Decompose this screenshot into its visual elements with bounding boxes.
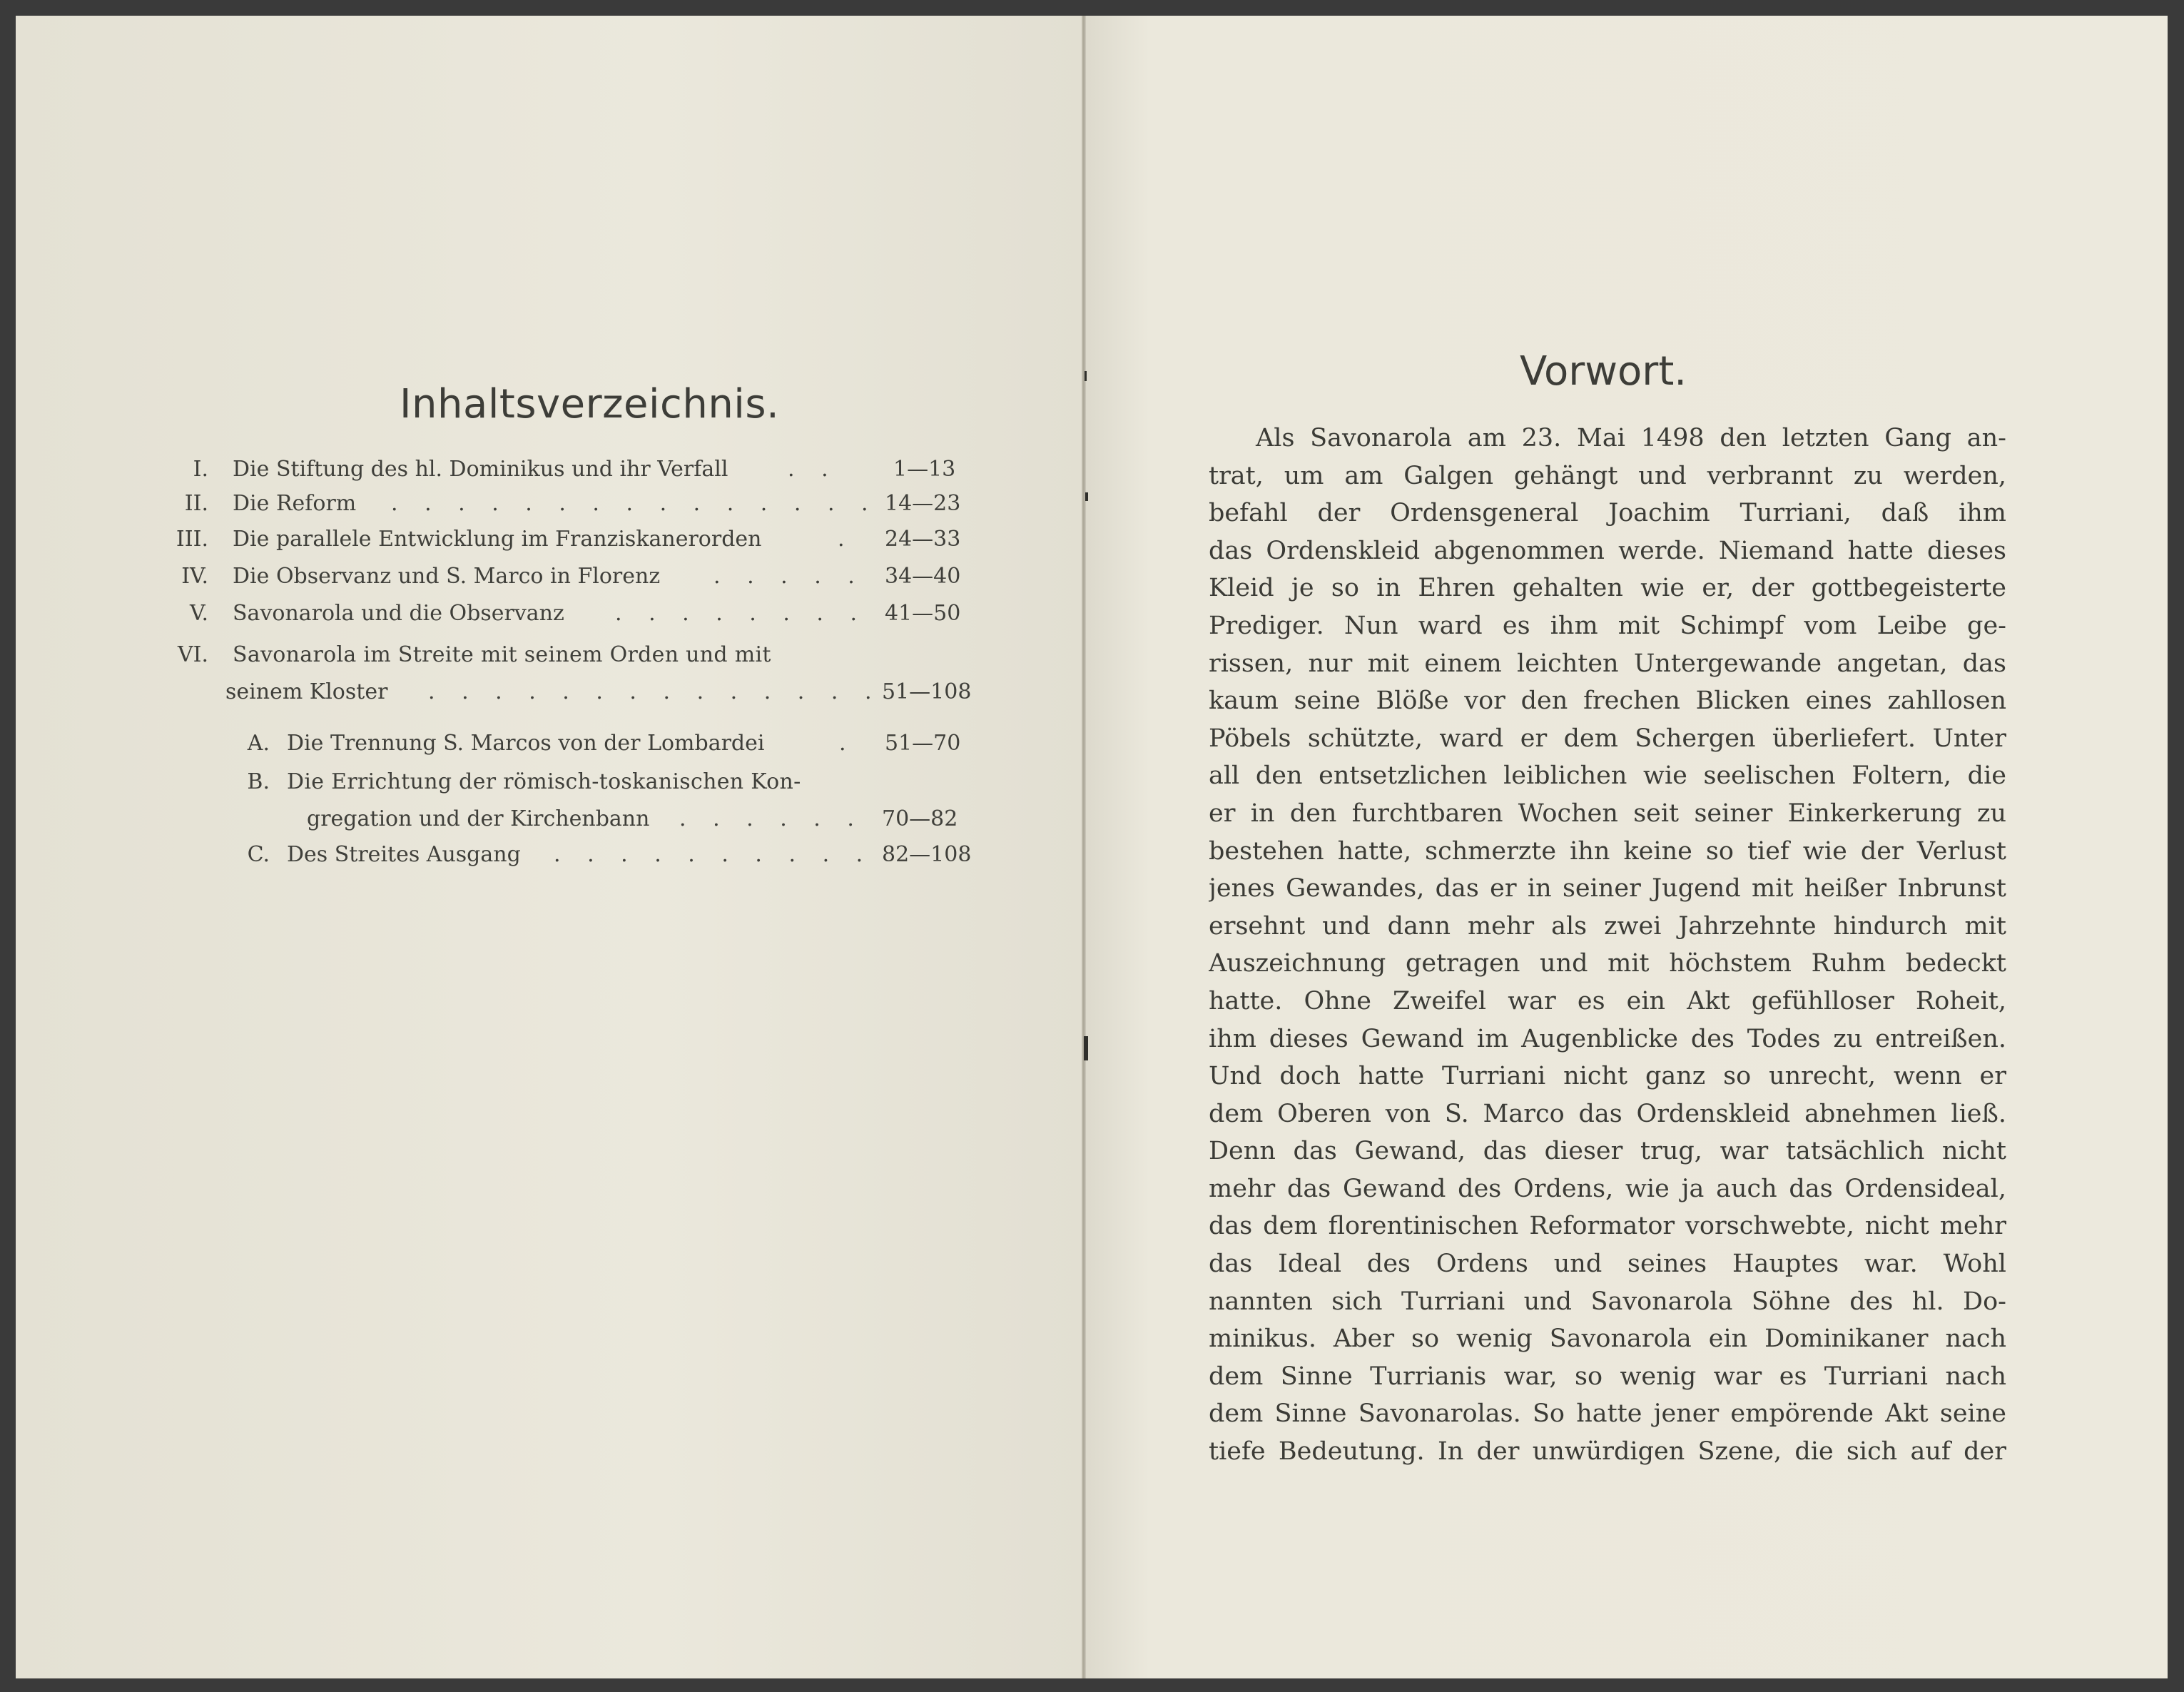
toc-entry-number: C. <box>247 842 270 867</box>
toc-entry-label: Die Stiftung des hl. Dominikus und ihr Verfall <box>233 457 728 482</box>
toc-entry-dots: . <box>839 731 856 756</box>
text-line: trat, um am Galgen gehängt und verbrannt zu werden, <box>1209 461 2006 490</box>
text-line: dem Oberen von S. Marco das Ordenskleid abnehmen ließ. <box>1209 1099 2006 1128</box>
toc-entry-label: seinem Kloster <box>225 679 388 704</box>
text-line: ersehnt und dann mehr als zwei Jahrzehnte hindurch mit <box>1209 911 2006 941</box>
toc-entry-label: Des Streites Ausgang <box>287 842 521 867</box>
toc-entry-number: III. <box>176 527 208 552</box>
toc-title: Inhaltsverzeichnis. <box>400 381 780 427</box>
toc-entry-pages: 24—33 <box>885 527 961 552</box>
toc-entry-label: Die Reform <box>233 491 357 516</box>
toc-entry-pages: 51—70 <box>885 731 961 756</box>
text-line: das Ideal des Ordens und seines Hauptes war. Wohl <box>1209 1250 2006 1279</box>
preface-title: Vorwort. <box>1520 348 1687 395</box>
toc-entry-pages: 70—82 <box>882 806 958 831</box>
text-line: jenes Gewandes, das er in seiner Jugend mit heißer Inbrunst <box>1209 874 2006 903</box>
text-line: Denn das Gewand, das dieser trug, war tatsächlich nicht <box>1209 1137 2006 1166</box>
toc-entry-number: IV. <box>181 564 208 589</box>
toc-entry-number: I. <box>193 457 208 482</box>
text-line: er in den furchtbaren Wochen seit seiner Einkerkerung zu <box>1209 799 2006 828</box>
text-line: all den entsetzlichen leiblichen wie seelischen Foltern, die <box>1209 761 2006 791</box>
toc-entry-number: V. <box>190 601 208 626</box>
book-gutter <box>1082 16 1086 1678</box>
text-line: Auszeichnung getragen und mit höchstem Ruhm bedeckt <box>1209 949 2006 978</box>
toc-entry-label: Die Trennung S. Marcos von der Lombardei <box>287 731 765 756</box>
toc-entry-pages: 14—23 <box>885 491 961 516</box>
toc-entry-number: B. <box>247 769 270 794</box>
text-line: dem Sinne Savonarolas. So hatte jener empörende Akt seine <box>1209 1399 2006 1429</box>
toc-entry-label: Savonarola und die Observanz <box>233 601 564 626</box>
toc-entry-pages: 82—108 <box>882 842 972 867</box>
toc-entry-number: VI. <box>177 642 208 667</box>
toc-entry-pages: 51—108 <box>882 679 972 704</box>
text-line: Pöbels schützte, ward er dem Schergen überliefert. Unter <box>1209 724 2006 753</box>
text-line: tiefe Bedeutung. In der unwürdigen Szene, die sich auf der <box>1209 1437 2006 1466</box>
toc-entry-dots: . . . . . . . . . . . . . . . <box>391 491 878 516</box>
text-line: bestehen hatte, schmerzte ihn keine so tief wie der Verlust <box>1209 836 2006 866</box>
text-line: Als Savonarola am 23. Mai 1498 den letzten Gang an- <box>1256 424 2006 452</box>
text-line: kaum seine Blöße vor den frechen Blicken eines zahllosen <box>1209 687 2006 716</box>
binding-mark <box>1085 492 1088 501</box>
text-line: das Ordenskleid abgenommen werde. Niemand hatte dieses <box>1209 536 2006 565</box>
toc-entry-dots: . . . . . . . . . . . . . . <box>428 679 882 704</box>
text-line: mehr das Gewand des Ordens, wie ja auch das Ordensideal, <box>1209 1174 2006 1203</box>
toc-entry-number: II. <box>184 491 208 516</box>
text-line: das dem florentinischen Reformator vorschwebte, nicht mehr <box>1209 1212 2006 1241</box>
toc-entry-dots: . . <box>788 457 838 482</box>
toc-entry-label: Die Observanz und S. Marco in Florenz <box>233 564 661 589</box>
text-line: Kleid je so in Ehren gehalten wie er, der gottbegeisterte <box>1209 574 2006 603</box>
toc-entry-label: Savonarola im Streite mit seinem Orden und mit <box>233 642 771 667</box>
toc-entry-dots: . . . . . . <box>679 806 864 831</box>
toc-entry-pages: 41—50 <box>885 601 961 626</box>
toc-entry-dots: . . . . . . . . <box>615 601 868 626</box>
toc-entry-label: Die parallele Entwicklung im Franziskanerorden <box>233 527 762 552</box>
text-line: hatte. Ohne Zweifel war es ein Akt gefühlloser Roheit, <box>1209 986 2006 1015</box>
toc-entry-dots: . . . . . <box>713 564 865 589</box>
toc-entry-dots: . . . . . . . . . . <box>554 842 873 867</box>
toc-entry-label: Die Errichtung der römisch-toskanischen Kon- <box>287 769 801 794</box>
text-line: befahl der Ordensgeneral Joachim Turriani, daß ihm <box>1209 499 2006 528</box>
preface-body <box>1209 420 2006 1471</box>
binding-mark <box>1085 371 1087 381</box>
text-line: dem Sinne Turrianis war, so wenig war es Turriani nach <box>1209 1362 2006 1391</box>
toc-entry-pages: 1—13 <box>893 457 956 482</box>
text-line: ihm dieses Gewand im Augenblicke des Todes zu entreißen. <box>1209 1024 2006 1053</box>
text-line: rissen, nur mit einem leichten Untergewande angetan, das <box>1209 649 2006 678</box>
text-line: Und doch hatte Turriani nicht ganz so unrecht, wenn er <box>1209 1062 2006 1091</box>
table-of-contents <box>0 0 1069 1663</box>
toc-entry-dots: . <box>838 527 855 552</box>
toc-entry-label: gregation und der Kirchenbann <box>307 806 650 831</box>
text-line: nannten sich Turriani und Savonarola Söhne des hl. Do- <box>1209 1287 2006 1316</box>
text-line: minikus. Aber so wenig Savonarola ein Dominikaner nach <box>1209 1324 2006 1354</box>
text-line: Prediger. Nun ward es ihm mit Schimpf vom Leibe ge- <box>1209 611 2006 640</box>
toc-entry-pages: 34—40 <box>885 564 961 589</box>
toc-entry-number: A. <box>247 731 270 756</box>
binding-mark <box>1084 1036 1088 1060</box>
